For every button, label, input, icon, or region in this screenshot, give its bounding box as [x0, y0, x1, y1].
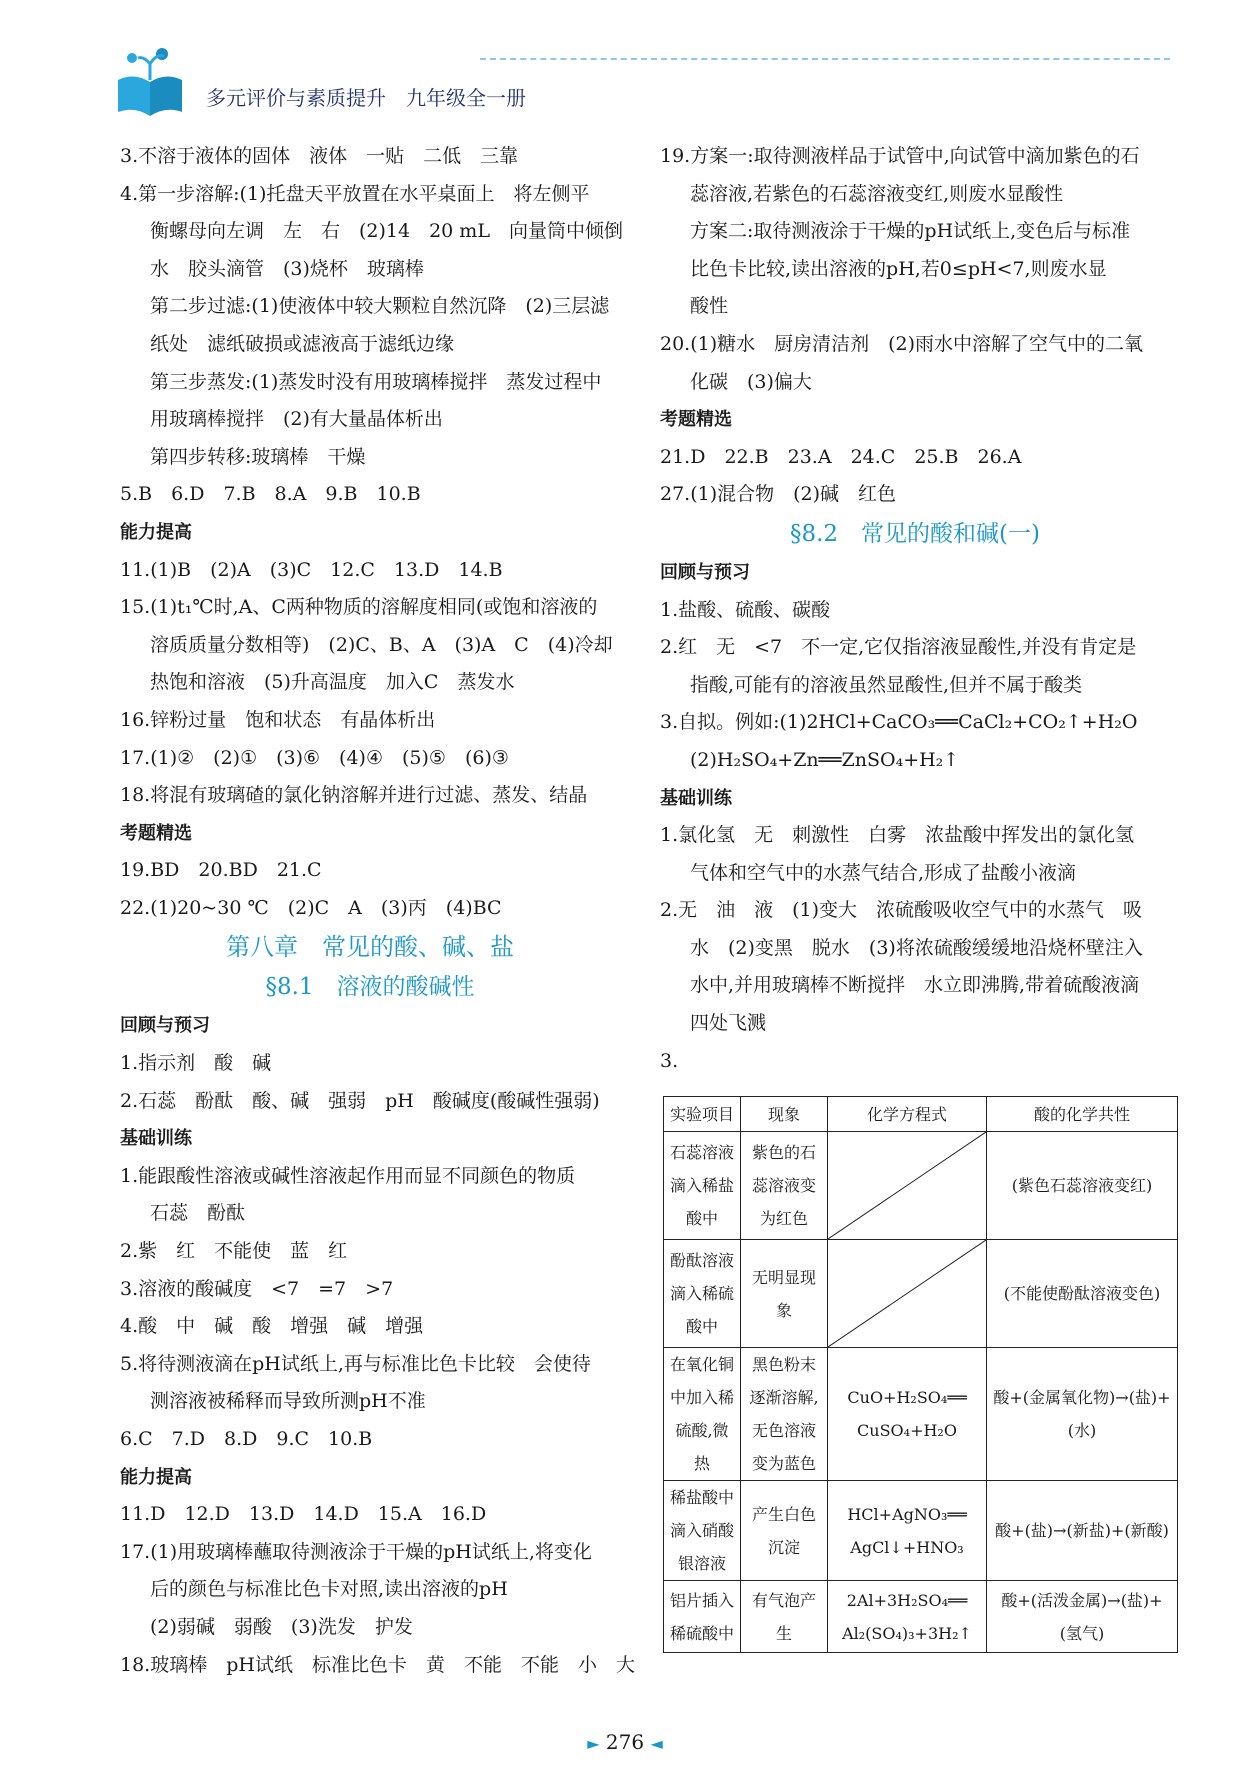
answer-line: 22.(1)20~30 ℃ (2)C A (3)丙 (4)BC: [120, 896, 502, 919]
answer-line: 第二步过滤:(1)使液体中较大颗粒自然沉降 (2)三层滤: [150, 295, 610, 318]
cell-experiment: 在氧化铜中加入稀硫酸,微热: [664, 1348, 741, 1481]
answer-line: 21.D 22.B 23.A 24.C 25.B 26.A: [660, 445, 1022, 468]
section-heading: 能力提高: [120, 1466, 192, 1488]
cell-equation: [828, 1132, 987, 1240]
answer-line: 11.D 12.D 13.D 14.D 15.A 16.D: [120, 1503, 487, 1526]
acid-properties-table: [663, 1096, 1178, 1653]
answer-line: 衡螺母向左调 左 右 (2)14 20 mL 向量筒中倾倒: [150, 220, 623, 243]
answer-line: 5.将待测液滴在pH试纸上,再与标准比色卡比较 会使待: [120, 1352, 591, 1375]
section-heading: 能力提高: [120, 521, 192, 543]
cell-experiment: 稀盐酸中滴入硝酸银溶液: [664, 1481, 741, 1581]
table-row: [664, 1348, 1178, 1481]
cell-experiment: 酚酞溶液滴入稀硫酸中: [664, 1240, 741, 1348]
answer-line: (2)H₂SO₄+Zn══ZnSO₄+H₂↑: [690, 748, 960, 771]
chapter-title: 第八章 常见的酸、碱、盐: [226, 933, 514, 962]
answer-line: 水中,并用玻璃棒不断搅拌 水立即沸腾,带着硫酸液滴: [690, 974, 1140, 997]
section-heading: 考题精选: [120, 822, 192, 844]
diagonal-slash: [828, 1240, 986, 1347]
answer-line: 17.(1)② (2)① (3)⑥ (4)④ (5)⑤ (6)③: [120, 746, 509, 769]
cell-common-property: (不能使酚酞溶液变色): [987, 1240, 1178, 1348]
table-row: [664, 1240, 1178, 1348]
cell-phenomenon: 有气泡产生: [741, 1581, 828, 1653]
answer-line: 方案二:取待测液涂于干燥的pH试纸上,变色后与标准: [690, 220, 1131, 243]
equation-line: AgCl↓+HNO₃: [850, 1537, 964, 1557]
cell-common-property: 酸+(盐)→(新盐)+(新酸): [987, 1481, 1178, 1581]
answer-line: 后的颜色与标准比色卡对照,读出溶液的pH: [150, 1578, 508, 1601]
answer-line: 15.(1)t₁℃时,A、C两种物质的溶解度相同(或饱和溶液的: [120, 596, 598, 619]
equation-line: CuSO₄+H₂O: [857, 1421, 957, 1440]
answer-line: 2.红 无 <7 不一定,它仅指溶液显酸性,并没有肯定是: [660, 636, 1137, 659]
equation-line: Al₂(SO₄)₃+3H₂↑: [842, 1623, 972, 1643]
cell-common-property: (紫色石蕊溶液变红): [987, 1132, 1178, 1240]
answer-line: 化碳 (3)偏大: [690, 370, 812, 393]
header-phenomenon: 现象: [741, 1097, 828, 1132]
book-logo-icon: [110, 40, 190, 120]
section-title: §8.2 常见的酸和碱(一): [789, 520, 1041, 547]
answer-line: 1.能跟酸性溶液或碱性溶液起作用而显不同颜色的物质: [120, 1164, 576, 1187]
answer-line: 4.酸 中 碱 酸 增强 碱 增强: [120, 1315, 424, 1338]
triangle-left-icon: ◄: [650, 1734, 663, 1753]
cell-equation: [828, 1348, 987, 1481]
diagonal-slash: [828, 1132, 986, 1239]
answer-line: 比色卡比较,读出溶液的pH,若0≤pH<7,则废水显: [690, 257, 1107, 280]
answer-line: 2.无 油 液 (1)变大 浓硫酸吸收空气中的水蒸气 吸: [660, 899, 1143, 922]
section-heading: 回顾与预习: [120, 1015, 210, 1037]
section-heading: 基础训练: [120, 1128, 192, 1150]
table-header-row: [664, 1097, 1178, 1132]
cell-experiment: 石蕊溶液滴入稀盐酸中: [664, 1132, 741, 1240]
answer-line: 3.不溶于液体的固体 液体 一贴 二低 三靠: [120, 145, 519, 167]
equation-line: HCl+AgNO₃══: [847, 1504, 967, 1524]
section-heading: 基础训练: [660, 787, 732, 809]
answer-line: 指酸,可能有的溶液虽然显酸性,但并不属于酸类: [690, 673, 1083, 696]
triangle-right-icon: ►: [587, 1734, 600, 1753]
cell-equation: [828, 1240, 987, 1348]
answer-line: 蕊溶液,若紫色的石蕊溶液变红,则废水显酸性: [690, 182, 1064, 205]
answer-line: 石蕊 酚酞: [150, 1202, 246, 1225]
answer-line: 1.氯化氢 无 刺激性 白雾 浓盐酸中挥发出的氯化氢: [660, 824, 1135, 847]
answer-line: 1.指示剂 酸 碱: [120, 1052, 272, 1075]
answer-line: 6.C 7.D 8.D 9.C 10.B: [120, 1428, 373, 1450]
equation-line: 2Al+3H₂SO₄══: [846, 1590, 968, 1610]
cell-common-property: 酸+(活泼金属)→(盐)+(氢气): [987, 1581, 1178, 1653]
section-heading: 回顾与预习: [660, 561, 750, 583]
answer-line: 热饱和溶液 (5)升高温度 加入C 蒸发水: [150, 671, 515, 694]
page-number: [0, 1730, 1250, 1754]
answer-line: 18.玻璃棒 pH试纸 标准比色卡 黄 不能 不能 小 大: [120, 1653, 635, 1676]
cell-phenomenon: 紫色的石蕊溶液变为红色: [741, 1132, 828, 1240]
answer-line: 酸性: [690, 295, 729, 318]
answer-line: 3.自拟。例如:(1)2HCl+CaCO₃══CaCl₂+CO₂↑+H₂O: [660, 711, 1138, 734]
answer-line: 第四步转移:玻璃棒 干燥: [150, 445, 366, 468]
header-common-property: 酸的化学共性: [987, 1097, 1178, 1132]
cell-phenomenon: 无明显现象: [741, 1240, 828, 1348]
answer-line: 2.紫 红 不能使 蓝 红: [120, 1240, 348, 1263]
answer-line: 溶质质量分数相等) (2)C、B、A (3)A C (4)冷却: [150, 633, 613, 656]
answer-line: 18.将混有玻璃碴的氯化钠溶解并进行过滤、蒸发、结晶: [120, 784, 588, 807]
answer-line: 2.石蕊 酚酞 酸、碱 强弱 pH 酸碱度(酸碱性强弱): [120, 1089, 600, 1112]
cell-experiment: 铝片插入稀硫酸中: [664, 1581, 741, 1653]
page-header: [110, 40, 1170, 130]
answer-line: 四处飞溅: [690, 1012, 767, 1035]
right-column: [660, 138, 1170, 1080]
answer-line: 水 (2)变黑 脱水 (3)将浓硫酸缓缓地沿烧杯壁注入: [690, 936, 1143, 959]
answer-line: 水 胶头滴管 (3)烧杯 玻璃棒: [150, 257, 424, 280]
header-equation: 化学方程式: [828, 1097, 987, 1132]
answer-line: 16.锌粉过量 饱和状态 有晶体析出: [120, 708, 436, 731]
answer-line: 用玻璃棒搅拌 (2)有大量晶体析出: [150, 408, 443, 431]
cell-phenomenon: 黑色粉末逐渐溶解,无色溶液变为蓝色: [741, 1348, 828, 1481]
answer-line: 5.B 6.D 7.B 8.A 9.B 10.B: [120, 483, 421, 506]
section-title: §8.1 溶液的酸碱性: [265, 974, 475, 1001]
page-number-text: 276: [605, 1730, 645, 1754]
answer-line: 气体和空气中的水蒸气结合,形成了盐酸小液滴: [690, 861, 1077, 884]
answer-line: 17.(1)用玻璃棒蘸取待测液涂于干燥的pH试纸上,将变化: [120, 1540, 592, 1563]
answer-line: 第三步蒸发:(1)蒸发时没有用玻璃棒搅拌 蒸发过程中: [150, 370, 602, 393]
answer-line: 3.溶液的酸碱度 <7 =7 >7: [120, 1277, 394, 1300]
answer-line: 19.方案一:取待测液样品于试管中,向试管中滴加紫色的石: [660, 145, 1140, 167]
book-title: 多元评价与素质提升 九年级全一册: [206, 86, 526, 110]
cell-common-property: 酸+(金属氧化物)→(盐)+(水): [987, 1348, 1178, 1481]
cell-equation: [828, 1481, 987, 1581]
answer-line: 3.: [660, 1049, 679, 1072]
answer-line: 1.盐酸、硫酸、碳酸: [660, 598, 831, 621]
answer-line: 4.第一步溶解:(1)托盘天平放置在水平桌面上 将左侧平: [120, 182, 590, 205]
table-row: [664, 1481, 1178, 1581]
answer-line: 测溶液被稀释而导致所测pH不准: [150, 1390, 426, 1413]
section-heading: 考题精选: [660, 409, 732, 431]
cell-phenomenon: 产生白色沉淀: [741, 1481, 828, 1581]
answer-line: (2)弱碱 弱酸 (3)洗发 护发: [150, 1615, 413, 1638]
answer-line: 11.(1)B (2)A (3)C 12.C 13.D 14.B: [120, 558, 503, 581]
answer-line: 纸处 滤纸破损或滤液高于滤纸边缘: [150, 332, 455, 355]
header-divider: [480, 58, 1170, 60]
header-experiment: 实验项目: [664, 1097, 741, 1132]
table-row: [664, 1132, 1178, 1240]
answer-line: 19.BD 20.BD 21.C: [120, 859, 322, 882]
equation-line: CuO+H₂SO₄══: [847, 1388, 967, 1407]
answer-line: 20.(1)糖水 厨房清洁剂 (2)雨水中溶解了空气中的二氧: [660, 332, 1144, 355]
cell-equation: [828, 1581, 987, 1653]
table-row: [664, 1581, 1178, 1653]
answer-line: 27.(1)混合物 (2)碱 红色: [660, 483, 897, 506]
left-column: [120, 138, 635, 1684]
